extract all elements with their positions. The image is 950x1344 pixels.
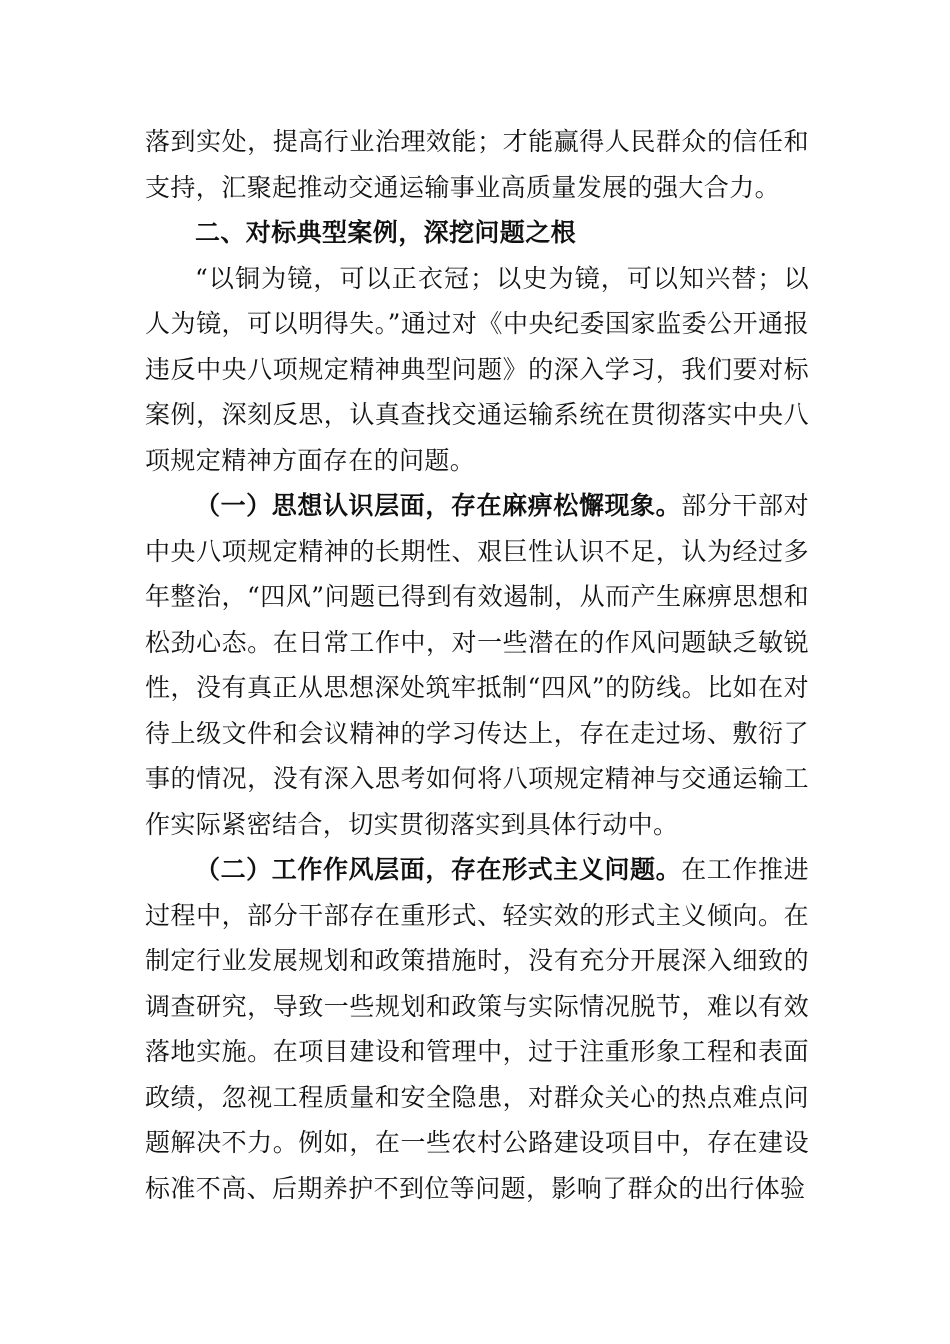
item-lead-1: （一）思想认识层面，存在麻痹松懈现象。 <box>195 491 682 520</box>
section-intro-paragraph: “以铜为镜，可以正衣冠；以史为镜，可以知兴替；以人为镜，可以明得失。”通过对《中央纪委国家监委公开通报违反中央八项规定精神典型问题》的深入学习，我们要对标案例，深刻反思，认真查找交通运输系统在贯彻落实中央八项规定精神方面存在的问题。 <box>145 263 809 475</box>
item-lead-2: （二）工作作风层面，存在形式主义问题。 <box>195 855 682 884</box>
section-heading: 二、对标典型案例，深挖问题之根 <box>195 218 577 247</box>
document-body <box>145 119 809 1211</box>
item-paragraph-2 <box>145 847 809 1211</box>
item-body-2: 在工作推进过程中，部分干部存在重形式、轻实效的形式主义倾向。在制定行业发展规划和政策措施时，没有充分开展深入细致的调查研究，导致一些规划和政策与实际情况脱节，难以有效落地实施。在项目建设和管理中，过于注重形象工程和表面政绩，忽视工程质量和安全隐患，对群众关心的热点难点问题解决不力。例如，在一些农村公路建设项目中，存在建设标准不高、后期养护不到位等问题，影响了群众的出行体验 <box>145 855 809 1203</box>
paragraph-continuation: 落到实处，提高行业治理效能；才能赢得人民群众的信任和支持，汇聚起推动交通运输事业高质量发展的强大合力。 <box>145 127 809 202</box>
item-body-1: 部分干部对中央八项规定精神的长期性、艰巨性认识不足，认为经过多年整治，“四风”问题已得到有效遏制，从而产生麻痹思想和松劲心态。在日常工作中，对一些潜在的作风问题缺乏敏锐性，没有真正从思想深处筑牢抵制“四风”的防线。比如在对待上级文件和会议精神的学习传达上，存在走过场、敷衍了事的情况，没有深入思考如何将八项规定精神与交通运输工作实际紧密结合，切实贯彻落实到具体行动中。 <box>145 491 809 839</box>
item-paragraph-1 <box>145 483 809 847</box>
